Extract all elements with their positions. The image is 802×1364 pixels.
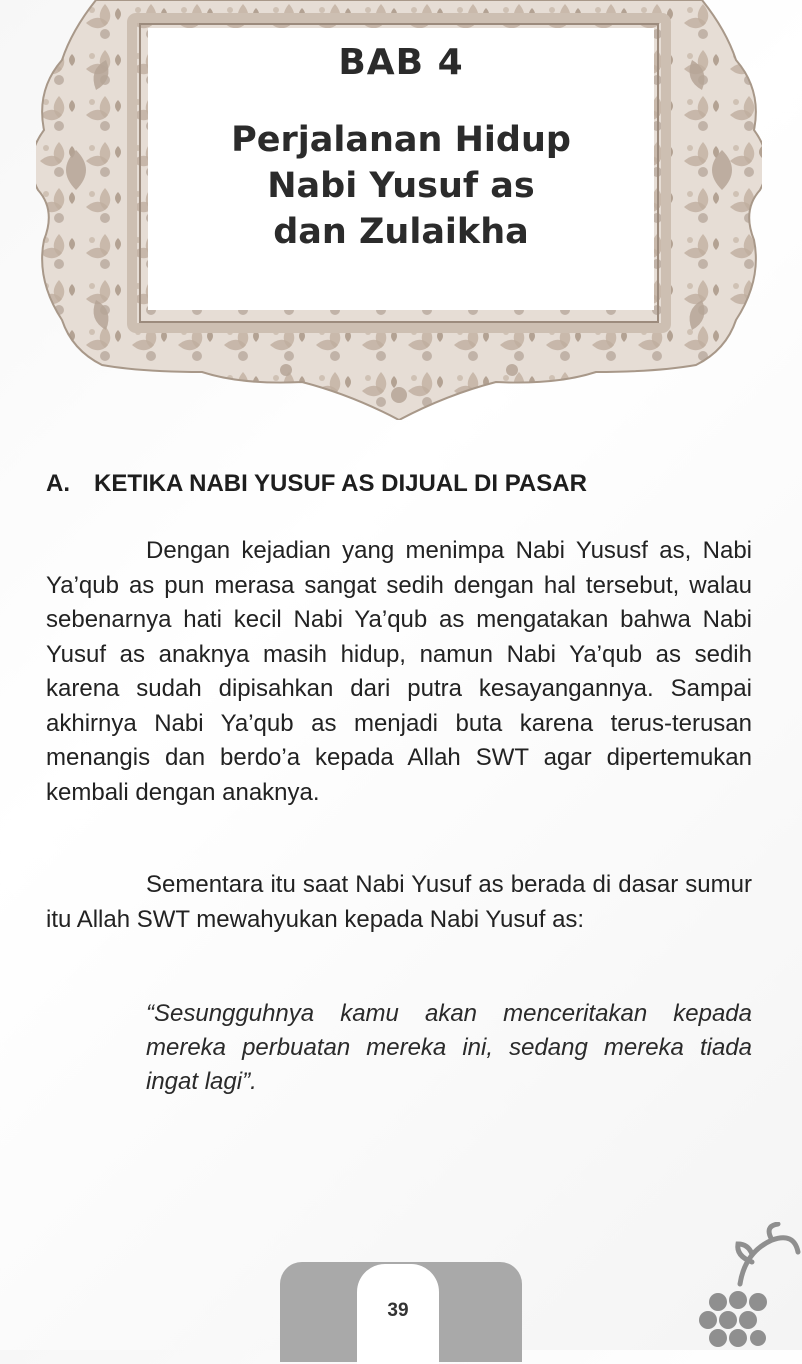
section-heading-text: KETIKA NABI YUSUF AS DIJUAL DI PASAR <box>94 470 587 497</box>
title-line: Perjalanan Hidup <box>231 120 571 160</box>
title-line: dan Zulaikha <box>273 212 529 252</box>
quran-quote: “Sesungguhnya kamu akan menceritakan kepada mereka perbuatan mereka ini, sedang mereka tiada ingat lagi”. <box>146 1000 752 1095</box>
chapter-title-box <box>148 28 654 310</box>
title-line: Nabi Yusuf as <box>267 166 535 206</box>
paragraph <box>46 534 752 810</box>
grape-vine-icon <box>690 1222 802 1350</box>
paragraph-text: Sementara itu saat Nabi Yusuf as berada di dasar sumur itu Allah SWT mewahyukan kepada Nabi Yusuf as: <box>46 871 752 933</box>
section-letter: A. <box>46 470 70 497</box>
page-number: 39 <box>387 1300 409 1321</box>
chapter-title <box>148 117 654 255</box>
paragraph <box>46 868 752 937</box>
section-heading <box>46 470 587 498</box>
chapter-label: BAB 4 <box>338 42 464 83</box>
paragraph-text: Dengan kejadian yang menimpa Nabi Yususf as, Nabi Ya’qub as pun merasa sangat sedih dengan hal tersebut, walau sebenarnya hati kecil Nabi Ya’qub as mengatakan bahwa Nabi Yusuf as anaknya masih hidup, namun Nabi Ya’qub as sedih karena sudah dipisahkan dari putra kesayangannya. Sampai akhirnya Nabi Ya’qub as menjadi buta karena terus-terusan menangis dan berdo’a kepada Allah SWT agar dipertemukan kembali dengan anaknya. <box>46 537 752 806</box>
